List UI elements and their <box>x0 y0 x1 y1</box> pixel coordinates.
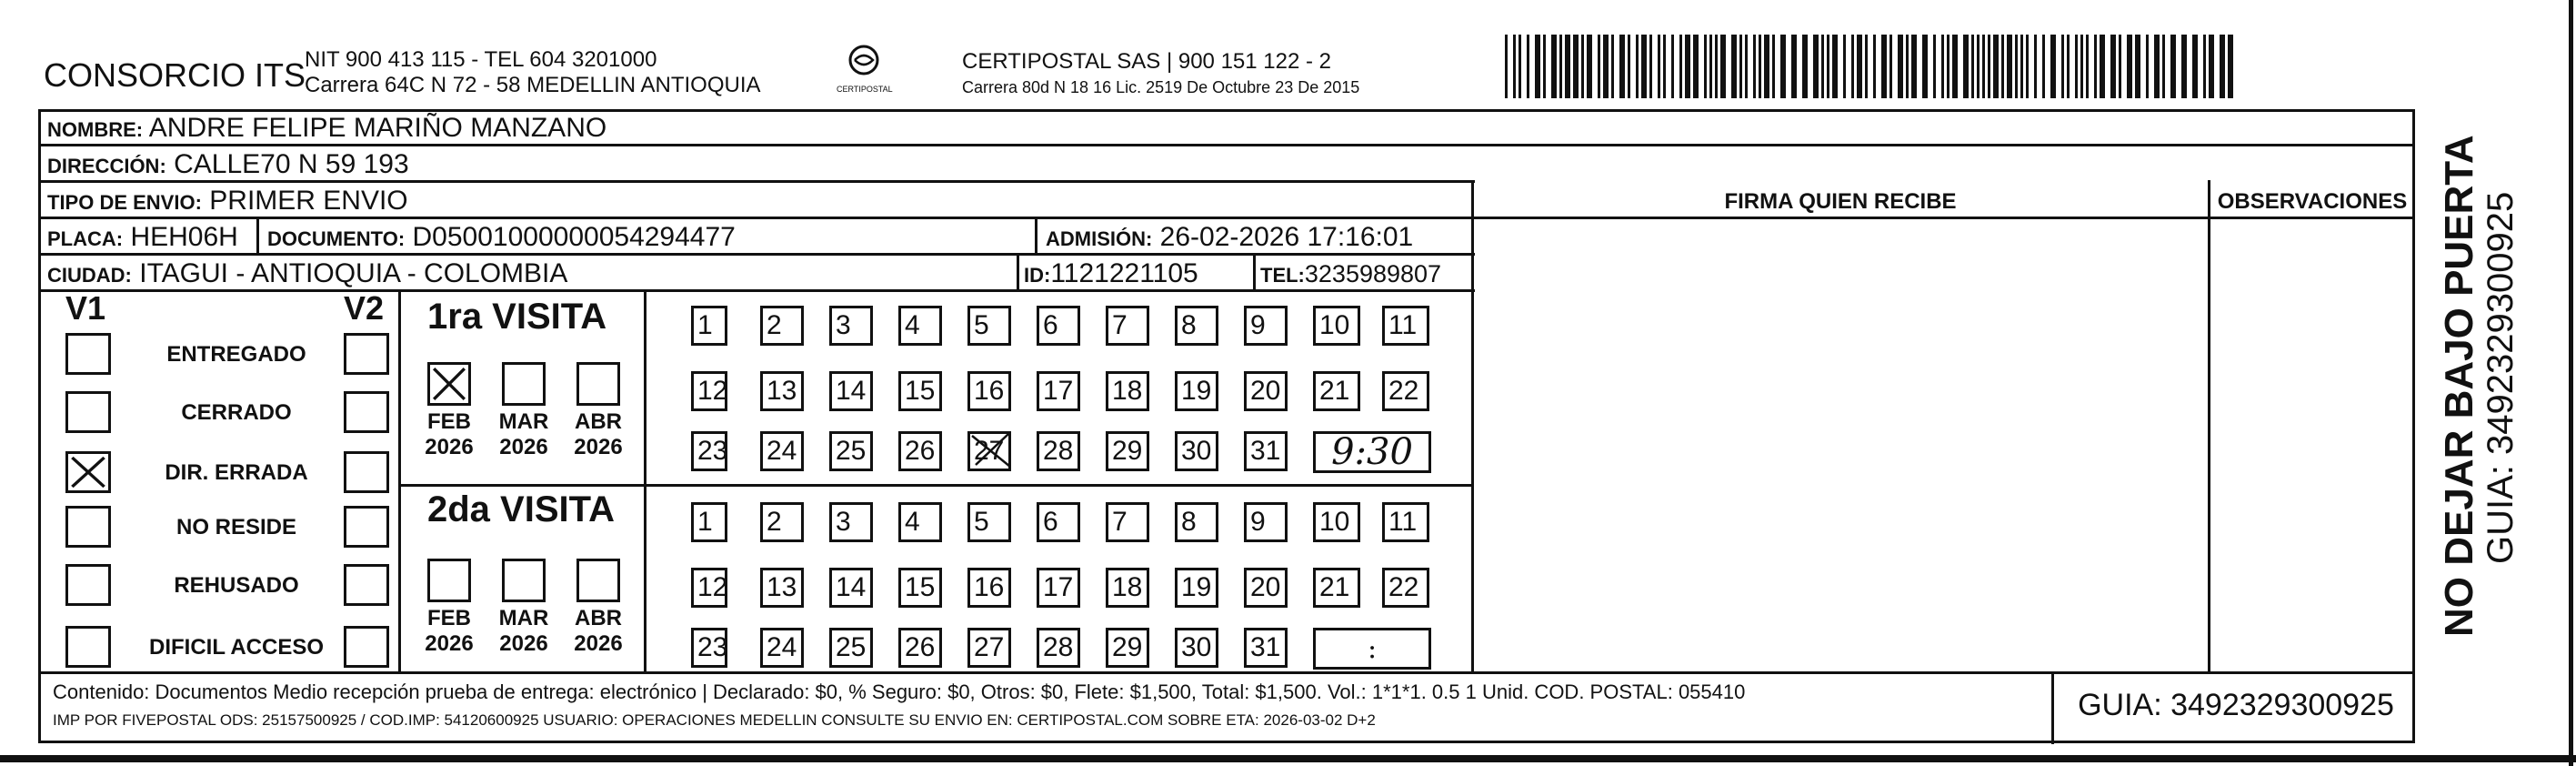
barcode-bar <box>1679 35 1682 98</box>
barcode-bar <box>1628 35 1630 98</box>
barcode-bar <box>1519 35 1521 98</box>
barcode-bar <box>2100 35 2105 98</box>
barcode-bar <box>1663 35 1666 98</box>
month-label: MAR <box>498 606 549 630</box>
status-label: NO RESIDE <box>175 515 297 539</box>
day-cell[interactable]: 12 <box>691 371 727 411</box>
barcode-bar <box>2020 35 2023 98</box>
year-label: 2026 <box>574 435 623 459</box>
v1-checkbox[interactable] <box>65 451 111 493</box>
day-cell[interactable]: 4 <box>898 502 942 542</box>
day-cell[interactable]: 2 <box>760 502 804 542</box>
barcode-bar <box>1933 35 1936 98</box>
barcode-bar <box>1671 35 1674 98</box>
day-cell[interactable]: 6 <box>1037 502 1080 542</box>
barcode-bar <box>1898 35 1903 98</box>
carrier-address: Carrera 80d N 18 16 Lic. 2519 De Octubre 23 De 2015 <box>962 78 1360 96</box>
v2-header: V2 <box>344 289 385 327</box>
day-cell[interactable]: 22 <box>1382 371 1429 411</box>
day-cell[interactable]: 15 <box>898 568 942 608</box>
day-cell[interactable]: 17 <box>1037 371 1080 411</box>
month-label: ABR <box>575 606 622 630</box>
barcode-bar <box>1573 35 1579 98</box>
day-cell[interactable]: 26 <box>898 628 942 668</box>
footer-imp: IMP POR FIVEPOSTAL ODS: 25157500925 / COD.IMP: 54120600925 USUARIO: OPERACIONES MEDELLIN CONSULTE SU ENVIO EN: CERTIPOSTAL.COM SOBRE ETA: 2026-03-02 D+2 <box>53 711 1376 729</box>
status-label: DIFICIL ACCESO <box>148 635 324 660</box>
month-checkbox[interactable] <box>502 362 546 406</box>
day-cell[interactable]: 23 <box>691 431 727 471</box>
barcode-bar <box>2127 35 2132 98</box>
signature-header: FIRMA QUIEN RECIBE <box>1724 189 1957 214</box>
day-cell[interactable]: 1 <box>691 306 727 346</box>
barcode-bar <box>2119 35 2121 98</box>
shipment-type: PRIMER ENVIO <box>209 186 408 216</box>
day-cell[interactable]: 19 <box>1175 568 1218 608</box>
barcode-bar <box>1619 35 1625 98</box>
barcode-bar <box>2067 35 2070 98</box>
barcode-bar <box>2086 35 2089 98</box>
day-cell[interactable]: 25 <box>829 431 873 471</box>
barcode-bar <box>1791 35 1797 98</box>
day-cell[interactable]: 11 <box>1382 306 1429 346</box>
barcode-bar <box>1709 35 1712 98</box>
company-address: Carrera 64C N 72 - 58 MEDELLIN ANTIOQUIA <box>305 73 761 97</box>
barcode-bar <box>1715 35 1718 98</box>
day-cell[interactable]: 7 <box>1106 306 1149 346</box>
barcode-bar <box>1505 35 1508 98</box>
year-label: 2026 <box>425 435 474 459</box>
day-cell[interactable]: 18 <box>1106 371 1149 411</box>
barcode-bar <box>1947 35 1950 98</box>
barcode-bar <box>1759 35 1761 98</box>
barcode-bar <box>2007 35 2012 98</box>
barcode-bar <box>2135 35 2140 98</box>
company-name: CONSORCIO ITS <box>44 56 306 94</box>
barcode-bar <box>1543 35 1546 98</box>
day-cell[interactable]: 9 <box>1244 306 1288 346</box>
day-cell[interactable]: 2 <box>760 306 804 346</box>
barcode-bar <box>2110 35 2116 98</box>
barcode-bar <box>1772 35 1775 98</box>
day-cell[interactable]: 13 <box>760 568 804 608</box>
barcode-bar <box>2228 35 2233 98</box>
barcode-bar <box>1963 35 1969 98</box>
company-nit: NIT 900 413 115 - TEL 604 3201000 <box>305 47 657 72</box>
year-label: 2026 <box>499 435 548 459</box>
day-cell[interactable]: 26 <box>898 431 942 471</box>
barcode-bar <box>1865 35 1868 98</box>
barcode-bar <box>2080 35 2083 98</box>
barcode-bar <box>1813 35 1819 98</box>
v1-checkbox[interactable] <box>65 506 111 548</box>
month-checkbox[interactable] <box>576 362 620 406</box>
barcode-bar <box>1821 35 1824 98</box>
barcode-bar <box>1649 35 1652 98</box>
day-cell[interactable]: 31 <box>1244 431 1288 471</box>
city-label: CIUDAD: <box>47 264 132 287</box>
barcode-bar <box>1636 35 1639 98</box>
barcode-bar <box>1881 35 1887 98</box>
barcode-bar <box>1513 35 1516 98</box>
day-cell[interactable]: 31 <box>1244 628 1288 668</box>
day-cell[interactable]: 16 <box>967 568 1011 608</box>
type-label: TIPO DE ENVIO: <box>47 191 202 214</box>
barcode-bar <box>1739 35 1742 98</box>
day-cell[interactable]: 14 <box>829 371 873 411</box>
barcode-bar <box>2181 35 2187 98</box>
barcode-bar <box>1565 35 1570 98</box>
plate-label: PLACA: <box>47 227 124 250</box>
tel-label: TEL: <box>1260 264 1305 287</box>
barcode-bar <box>2203 35 2206 98</box>
barcode-bar <box>2042 35 2045 98</box>
barcode-bar <box>1941 35 1944 98</box>
barcode-bar <box>2170 35 2176 98</box>
barcode-bar <box>2001 35 2004 98</box>
tel-value: 3235989807 <box>1304 260 1442 287</box>
barcode-bar <box>2209 35 2214 98</box>
barcode-bar <box>1685 35 1690 98</box>
barcode-bar <box>1603 35 1609 98</box>
barcode-bar <box>1527 35 1529 98</box>
barcode-bar <box>1971 35 1974 98</box>
barcode-bar <box>2162 35 2165 98</box>
barcode-bar <box>1764 35 1769 98</box>
first-visit-title: 1ra VISITA <box>427 297 607 337</box>
footer-guia: GUIA: 3492329300925 <box>2078 688 2394 722</box>
barcode-bar <box>1827 35 1829 98</box>
v1-checkbox[interactable] <box>65 626 111 668</box>
v2-checkbox[interactable] <box>344 564 389 606</box>
barcode-bar <box>1745 35 1748 98</box>
barcode-bar <box>2192 35 2198 98</box>
day-cell[interactable]: 5 <box>967 502 1011 542</box>
x-mark-icon <box>68 454 108 490</box>
barcode-bar <box>1535 35 1540 98</box>
side-warning: NO DEJAR BAJO PUERTA <box>2437 135 2481 637</box>
barcode-bar <box>2050 35 2056 98</box>
barcode-bar <box>1843 35 1846 98</box>
barcode-bar <box>2061 35 2064 98</box>
day-cell[interactable]: 11 <box>1382 502 1429 542</box>
barcode-bar <box>1598 35 1600 98</box>
certipostal-logo <box>837 42 891 98</box>
barcode-bar <box>2220 35 2225 98</box>
month-label: FEB <box>427 409 471 434</box>
day-cell[interactable]: 20 <box>1244 371 1288 411</box>
barcode-bar <box>1641 35 1647 98</box>
day-cell[interactable]: 23 <box>691 628 727 668</box>
barcode-bar <box>1889 35 1892 98</box>
time-box[interactable]: 9:30 <box>1313 431 1431 473</box>
day-cell[interactable]: 18 <box>1106 568 1149 608</box>
day-cell[interactable]: 29 <box>1106 628 1149 668</box>
day-cell[interactable]: 21 <box>1313 371 1360 411</box>
day-cell[interactable]: 10 <box>1313 306 1360 346</box>
barcode-bar <box>1587 35 1592 98</box>
barcode-bar <box>2075 35 2078 98</box>
day-cell[interactable]: 22 <box>1382 568 1429 608</box>
status-label: CERRADO <box>181 400 292 425</box>
status-label: ENTREGADO <box>166 342 306 367</box>
barcode-bar <box>2015 35 2018 98</box>
footer-contents: Contenido: Documentos Medio recepción prueba de entrega: electrónico | Declarado: $0, % Seguro: $0, Otros: $0, Flete: $1,500, Total: $1,500. Vol.: 1*1*1. 0.5 1 Unid. COD. POSTAL: 055410 <box>53 680 1746 703</box>
month-label: MAR <box>498 409 549 434</box>
year-label: 2026 <box>425 631 474 656</box>
document-value: D05001000000054294477 <box>412 222 736 252</box>
logo-text: CERTIPOSTAL <box>837 85 893 94</box>
v2-checkbox[interactable] <box>344 506 389 548</box>
day-cell[interactable]: 10 <box>1313 502 1360 542</box>
year-label: 2026 <box>499 631 548 656</box>
day-cell[interactable]: 24 <box>760 628 804 668</box>
day-cell[interactable]: 6 <box>1037 306 1080 346</box>
plate-value: HEH06H <box>130 222 238 252</box>
barcode-bar <box>1911 35 1917 98</box>
v2-checkbox[interactable] <box>344 333 389 375</box>
day-cell[interactable]: 14 <box>829 568 873 608</box>
handwritten-mark-icon <box>965 427 1019 472</box>
barcode-bar <box>1693 35 1699 98</box>
barcode-bar <box>1704 35 1707 98</box>
admission-value: 26-02-2026 17:16:01 <box>1159 222 1414 252</box>
recipient-name: ANDRE FELIPE MARIÑO MANZANO <box>148 113 607 143</box>
barcode-bar <box>1802 35 1808 98</box>
barcode-bar <box>2094 35 2097 98</box>
month-label: FEB <box>427 606 471 630</box>
barcode-bar <box>1857 35 1862 98</box>
v1-checkbox[interactable] <box>65 333 111 375</box>
v2-checkbox[interactable] <box>344 626 389 668</box>
barcode-bar <box>1658 35 1660 98</box>
barcode-bar <box>1611 35 1614 98</box>
barcode-bar <box>2154 35 2160 98</box>
barcode-bar <box>1551 35 1557 98</box>
barcode-bar <box>2034 35 2037 98</box>
day-cell[interactable]: 28 <box>1037 431 1080 471</box>
month-checkbox[interactable] <box>502 559 546 602</box>
day-cell[interactable]: 25 <box>829 628 873 668</box>
day-cell[interactable]: 16 <box>967 371 1011 411</box>
barcode-bar <box>2146 35 2149 98</box>
barcode-bar <box>1988 35 1990 98</box>
month-checkbox[interactable] <box>576 559 620 602</box>
month-checkbox[interactable] <box>427 559 471 602</box>
day-cell[interactable]: 30 <box>1175 628 1218 668</box>
month-checkbox[interactable] <box>427 362 471 406</box>
day-cell[interactable]: 29 <box>1106 431 1149 471</box>
barcode-bar <box>1720 35 1726 98</box>
barcode-bar <box>1993 35 1999 98</box>
barcode-bar <box>1851 35 1854 98</box>
day-cell[interactable]: 30 <box>1175 431 1218 471</box>
day-cell[interactable]: 5 <box>967 306 1011 346</box>
day-cell[interactable]: 19 <box>1175 371 1218 411</box>
time-box[interactable]: : <box>1313 628 1431 670</box>
year-label: 2026 <box>574 631 623 656</box>
id-label: ID: <box>1024 264 1051 287</box>
day-cell[interactable]: 21 <box>1313 568 1360 608</box>
document-label: DOCUMENTO: <box>267 227 406 250</box>
city-value: ITAGUI - ANTIOQUIA - COLOMBIA <box>139 258 568 288</box>
v1-header: V1 <box>65 289 106 327</box>
barcode-bar <box>1952 35 1958 98</box>
day-cell[interactable]: 17 <box>1037 568 1080 608</box>
address-label: DIRECCIÓN: <box>47 155 166 177</box>
barcode-bar <box>1873 35 1876 98</box>
side-guia: GUIA: 3492329300925 <box>2481 191 2521 564</box>
v2-checkbox[interactable] <box>344 451 389 493</box>
status-label: DIR. ERRADA <box>165 460 308 485</box>
v1-checkbox[interactable] <box>65 564 111 606</box>
day-cell[interactable]: 8 <box>1175 306 1218 346</box>
day-cell[interactable]: 1 <box>691 502 727 542</box>
day-cell[interactable]: 15 <box>898 371 942 411</box>
barcode-bar <box>1780 35 1786 98</box>
v2-checkbox[interactable] <box>344 391 389 433</box>
barcode-bar <box>1906 35 1909 98</box>
day-cell[interactable]: 3 <box>829 306 873 346</box>
logo-icon <box>837 42 891 82</box>
recipient-address: CALLE70 N 59 193 <box>174 149 409 179</box>
day-cell[interactable]: 20 <box>1244 568 1288 608</box>
month-label: ABR <box>575 409 622 434</box>
barcode-bar <box>1753 35 1756 98</box>
day-cell[interactable]: 27 <box>967 431 1011 471</box>
barcode-bar <box>2026 35 2029 98</box>
day-cell[interactable]: 4 <box>898 306 942 346</box>
day-cell[interactable]: 9 <box>1244 502 1288 542</box>
day-cell[interactable]: 27 <box>967 628 1011 668</box>
day-cell[interactable]: 28 <box>1037 628 1080 668</box>
status-label: REHUSADO <box>174 573 299 598</box>
day-cell[interactable]: 3 <box>829 502 873 542</box>
day-cell[interactable]: 7 <box>1106 502 1149 542</box>
barcode-bar <box>1832 35 1838 98</box>
barcode-bar <box>1982 35 1985 98</box>
barcode-bar <box>1731 35 1737 98</box>
carrier-name: CERTIPOSTAL SAS | 900 151 122 - 2 <box>962 49 1331 74</box>
day-cell[interactable]: 12 <box>691 568 727 608</box>
id-value: 1121221105 <box>1050 258 1198 288</box>
name-label: NOMBRE: <box>47 118 144 141</box>
observations-header: OBSERVACIONES <box>2217 189 2408 214</box>
barcode-bar <box>1977 35 1980 98</box>
day-cell[interactable]: 24 <box>760 431 804 471</box>
barcode <box>1505 35 2241 98</box>
admission-label: ADMISIÓN: <box>1046 227 1153 250</box>
barcode-bar <box>1559 35 1562 98</box>
barcode-bar <box>1581 35 1584 98</box>
day-cell[interactable]: 8 <box>1175 502 1218 542</box>
v1-checkbox[interactable] <box>65 391 111 433</box>
x-mark-icon <box>430 365 468 403</box>
day-cell[interactable]: 13 <box>760 371 804 411</box>
second-visit-title: 2da VISITA <box>427 489 615 529</box>
barcode-bar <box>1922 35 1928 98</box>
